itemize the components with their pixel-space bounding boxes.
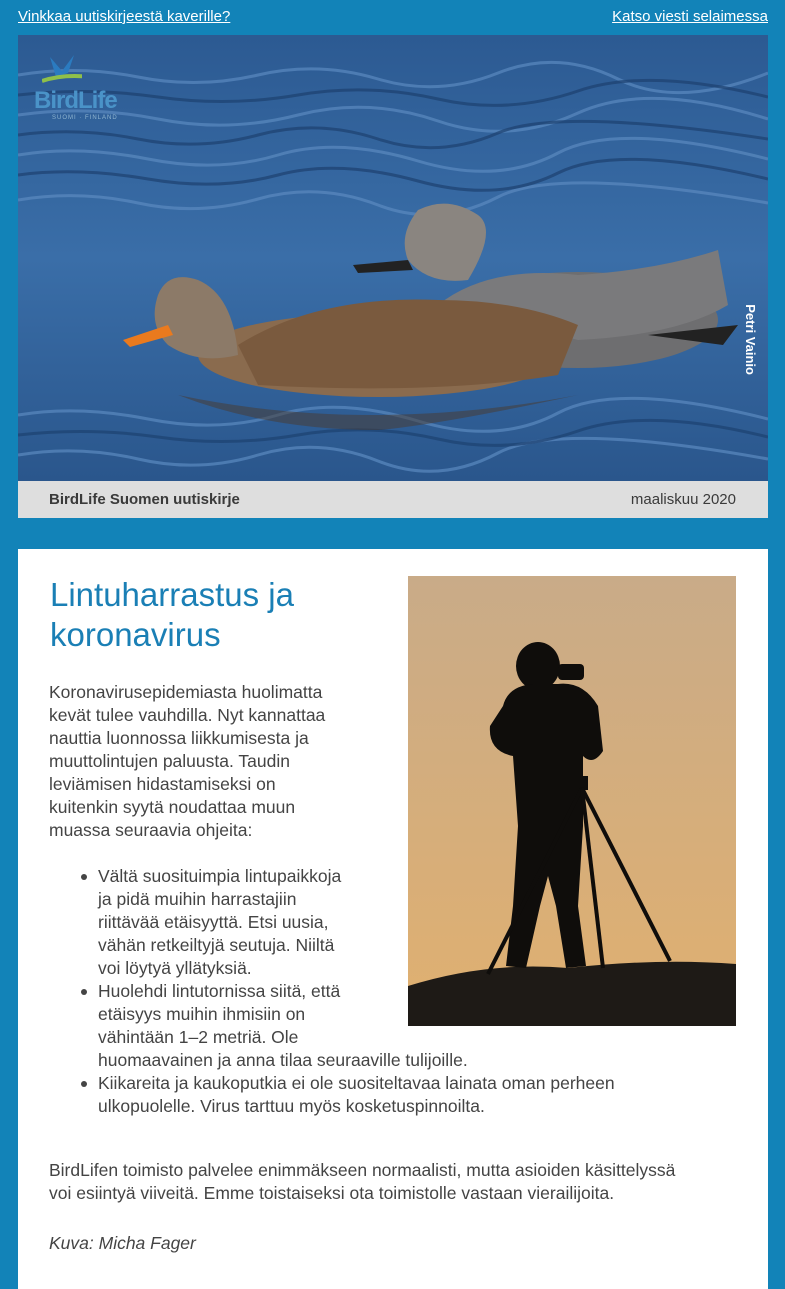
title-line: koronavirus	[50, 616, 221, 653]
list-line: Huolehdi lintutornissa siitä, että	[98, 981, 341, 1001]
list-item	[68, 1072, 728, 1118]
list-line: vähän retkeiltyjä seutuja. Niiltä	[98, 935, 335, 955]
list-line: riittävää etäisyyttä. Etsi uusia,	[98, 912, 329, 932]
logo-text: BirdLife	[34, 87, 117, 114]
title-line: Lintuharrastus ja	[50, 576, 294, 613]
office-notice	[49, 1159, 739, 1205]
hero-image	[18, 35, 768, 481]
article-card	[18, 549, 768, 1289]
guidelines-list	[68, 865, 728, 1118]
list-line: ulkopuolelle. Virus tarttuu myös kosketuspinnoilta.	[98, 1096, 485, 1116]
newsletter-name: BirdLife Suomen uutiskirje	[49, 491, 240, 508]
list-line: etäisyys muihin ihmisiin on	[98, 1004, 306, 1024]
view-in-browser-link[interactable]: Katso viesti selaimessa	[612, 8, 768, 25]
list-line: voi löytyä yllätyksiä.	[98, 958, 252, 978]
intro-line: muuttolintujen paluusta. Taudin	[49, 751, 290, 771]
top-links	[18, 8, 768, 30]
photo-caption: Kuva: Micha Fager	[49, 1233, 196, 1253]
logo-subtext: SUOMI · FINLAND	[52, 115, 118, 121]
intro-line: Koronavirusepidemiasta huolimatta	[49, 682, 323, 702]
share-newsletter-link[interactable]: Vinkkaa uutiskirjeestä kaverille?	[18, 8, 231, 25]
newsletter-date: maaliskuu 2020	[630, 491, 736, 508]
list-line: vähintään 1–2 metriä. Ole	[98, 1027, 299, 1047]
intro-line: nauttia luonnossa liikkumisesta ja	[49, 728, 309, 748]
intro-line: muassa seuraavia ohjeita:	[49, 820, 253, 840]
list-line: ja pidä muihin harrastajiin	[98, 889, 297, 909]
office-line: voi esiintyä viiveitä. Emme toistaiseksi ota toimistolle vastaan vierailijoita.	[49, 1183, 615, 1203]
newsletter-banner	[18, 481, 768, 518]
list-item	[68, 980, 728, 1072]
list-line: Kiikareita ja kaukoputkia ei ole suositeltavaa lainata oman perheen	[98, 1073, 615, 1093]
office-line: BirdLifen toimisto palvelee enimmäkseen normaalisti, mutta asioiden käsittelyssä	[49, 1160, 676, 1180]
list-item	[68, 865, 728, 980]
intro-line: leviämisen hidastamiseksi on	[49, 774, 276, 794]
birdlife-logo	[34, 51, 134, 121]
article-title	[50, 575, 370, 655]
list-line: Vältä suosituimpia lintupaikkoja	[98, 866, 342, 886]
intro-line: kuitenkin syytä noudattaa muun	[49, 797, 296, 817]
article-intro	[49, 681, 369, 842]
list-line: huomaavainen ja anna tilaa seuraaville tulijoille.	[98, 1050, 468, 1070]
bird-logo-icon	[42, 51, 82, 87]
photo-credit: Petri Vainio	[743, 304, 758, 375]
intro-line: kevät tulee vauhdilla. Nyt kannattaa	[49, 705, 326, 725]
